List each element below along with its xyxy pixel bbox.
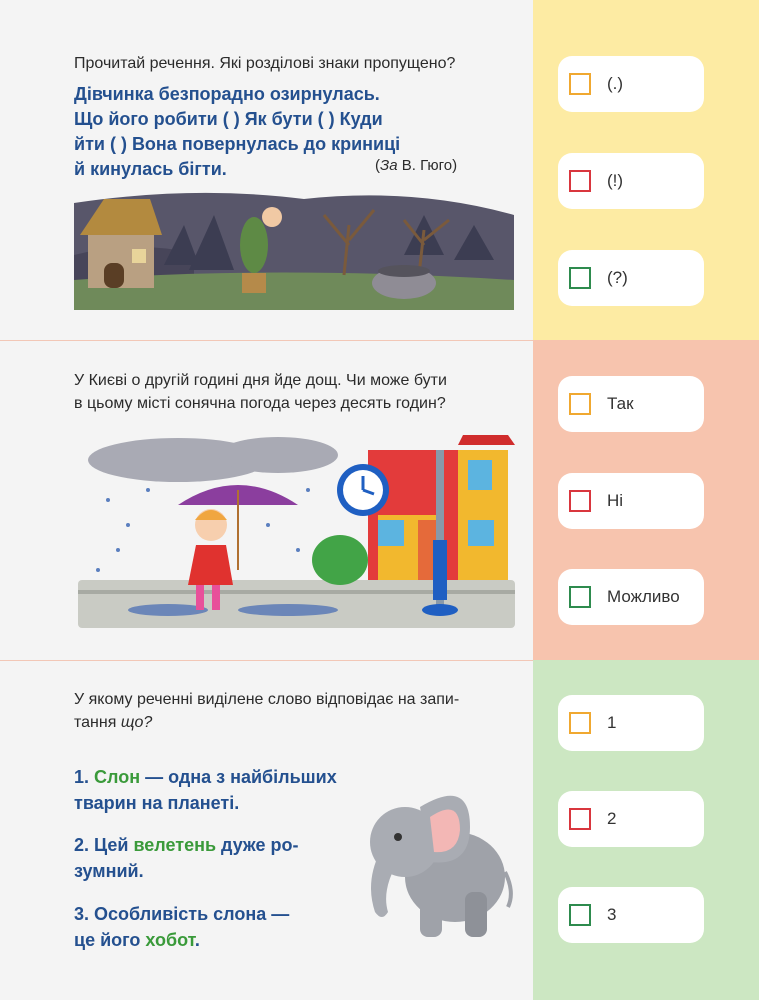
checkbox[interactable] bbox=[569, 586, 591, 608]
task1-answers bbox=[533, 0, 759, 340]
answer-option-2[interactable]: 2 bbox=[558, 791, 704, 847]
task2-answers bbox=[533, 340, 759, 660]
answer-option-exclamation[interactable]: (!) bbox=[558, 153, 704, 209]
checkbox[interactable] bbox=[569, 808, 591, 830]
passage-line: йти ( ) Вона повернулась до криниці bbox=[74, 134, 401, 154]
illustration-girl-rain bbox=[78, 430, 515, 630]
section-divider bbox=[0, 660, 533, 661]
answer-option-1[interactable]: 1 bbox=[558, 695, 704, 751]
answer-option-period[interactable]: (.) bbox=[558, 56, 704, 112]
checkbox[interactable] bbox=[569, 170, 591, 192]
checkbox[interactable] bbox=[569, 393, 591, 415]
passage-line: й кинулась бігти. bbox=[74, 159, 227, 179]
sentence-3: 3. Особливість слона — це його хобот. bbox=[74, 904, 290, 950]
task3-question: У якому реченні виділене слово відповідає на запи- тання що? bbox=[74, 691, 460, 731]
task3-answers bbox=[533, 660, 759, 1000]
answer-option-3[interactable]: 3 bbox=[558, 887, 704, 943]
passage-line: Дівчинка безпорадно озирнулась. bbox=[74, 84, 380, 104]
answer-option-no[interactable]: Ні bbox=[558, 473, 704, 529]
checkbox[interactable] bbox=[569, 267, 591, 289]
checkbox[interactable] bbox=[569, 73, 591, 95]
answer-option-maybe[interactable]: Можливо bbox=[558, 569, 704, 625]
illustration-girl-well bbox=[74, 185, 514, 310]
illustration-elephant bbox=[360, 782, 515, 942]
task2-question: У Києві о другій годині дня йде дощ. Чи може бути в цьому місті сонячна погода через десять годин? bbox=[74, 372, 447, 412]
checkbox[interactable] bbox=[569, 490, 591, 512]
answer-option-question[interactable]: (?) bbox=[558, 250, 704, 306]
passage-source: (За В. Гюго) bbox=[375, 157, 458, 174]
task1-question: Прочитай речення. Які розділові знаки пропущено? bbox=[74, 55, 456, 72]
answer-option-yes[interactable]: Так bbox=[558, 376, 704, 432]
sentence-2: 2. Цей велетень дуже ро- зумний. bbox=[74, 835, 299, 881]
section-divider bbox=[0, 340, 533, 341]
checkbox[interactable] bbox=[569, 712, 591, 734]
passage-line: Що його робити ( ) Як бути ( ) Куди bbox=[74, 109, 383, 129]
sentence-1: 1. Слон — одна з найбільших тварин на планеті. bbox=[74, 767, 337, 813]
checkbox[interactable] bbox=[569, 904, 591, 926]
